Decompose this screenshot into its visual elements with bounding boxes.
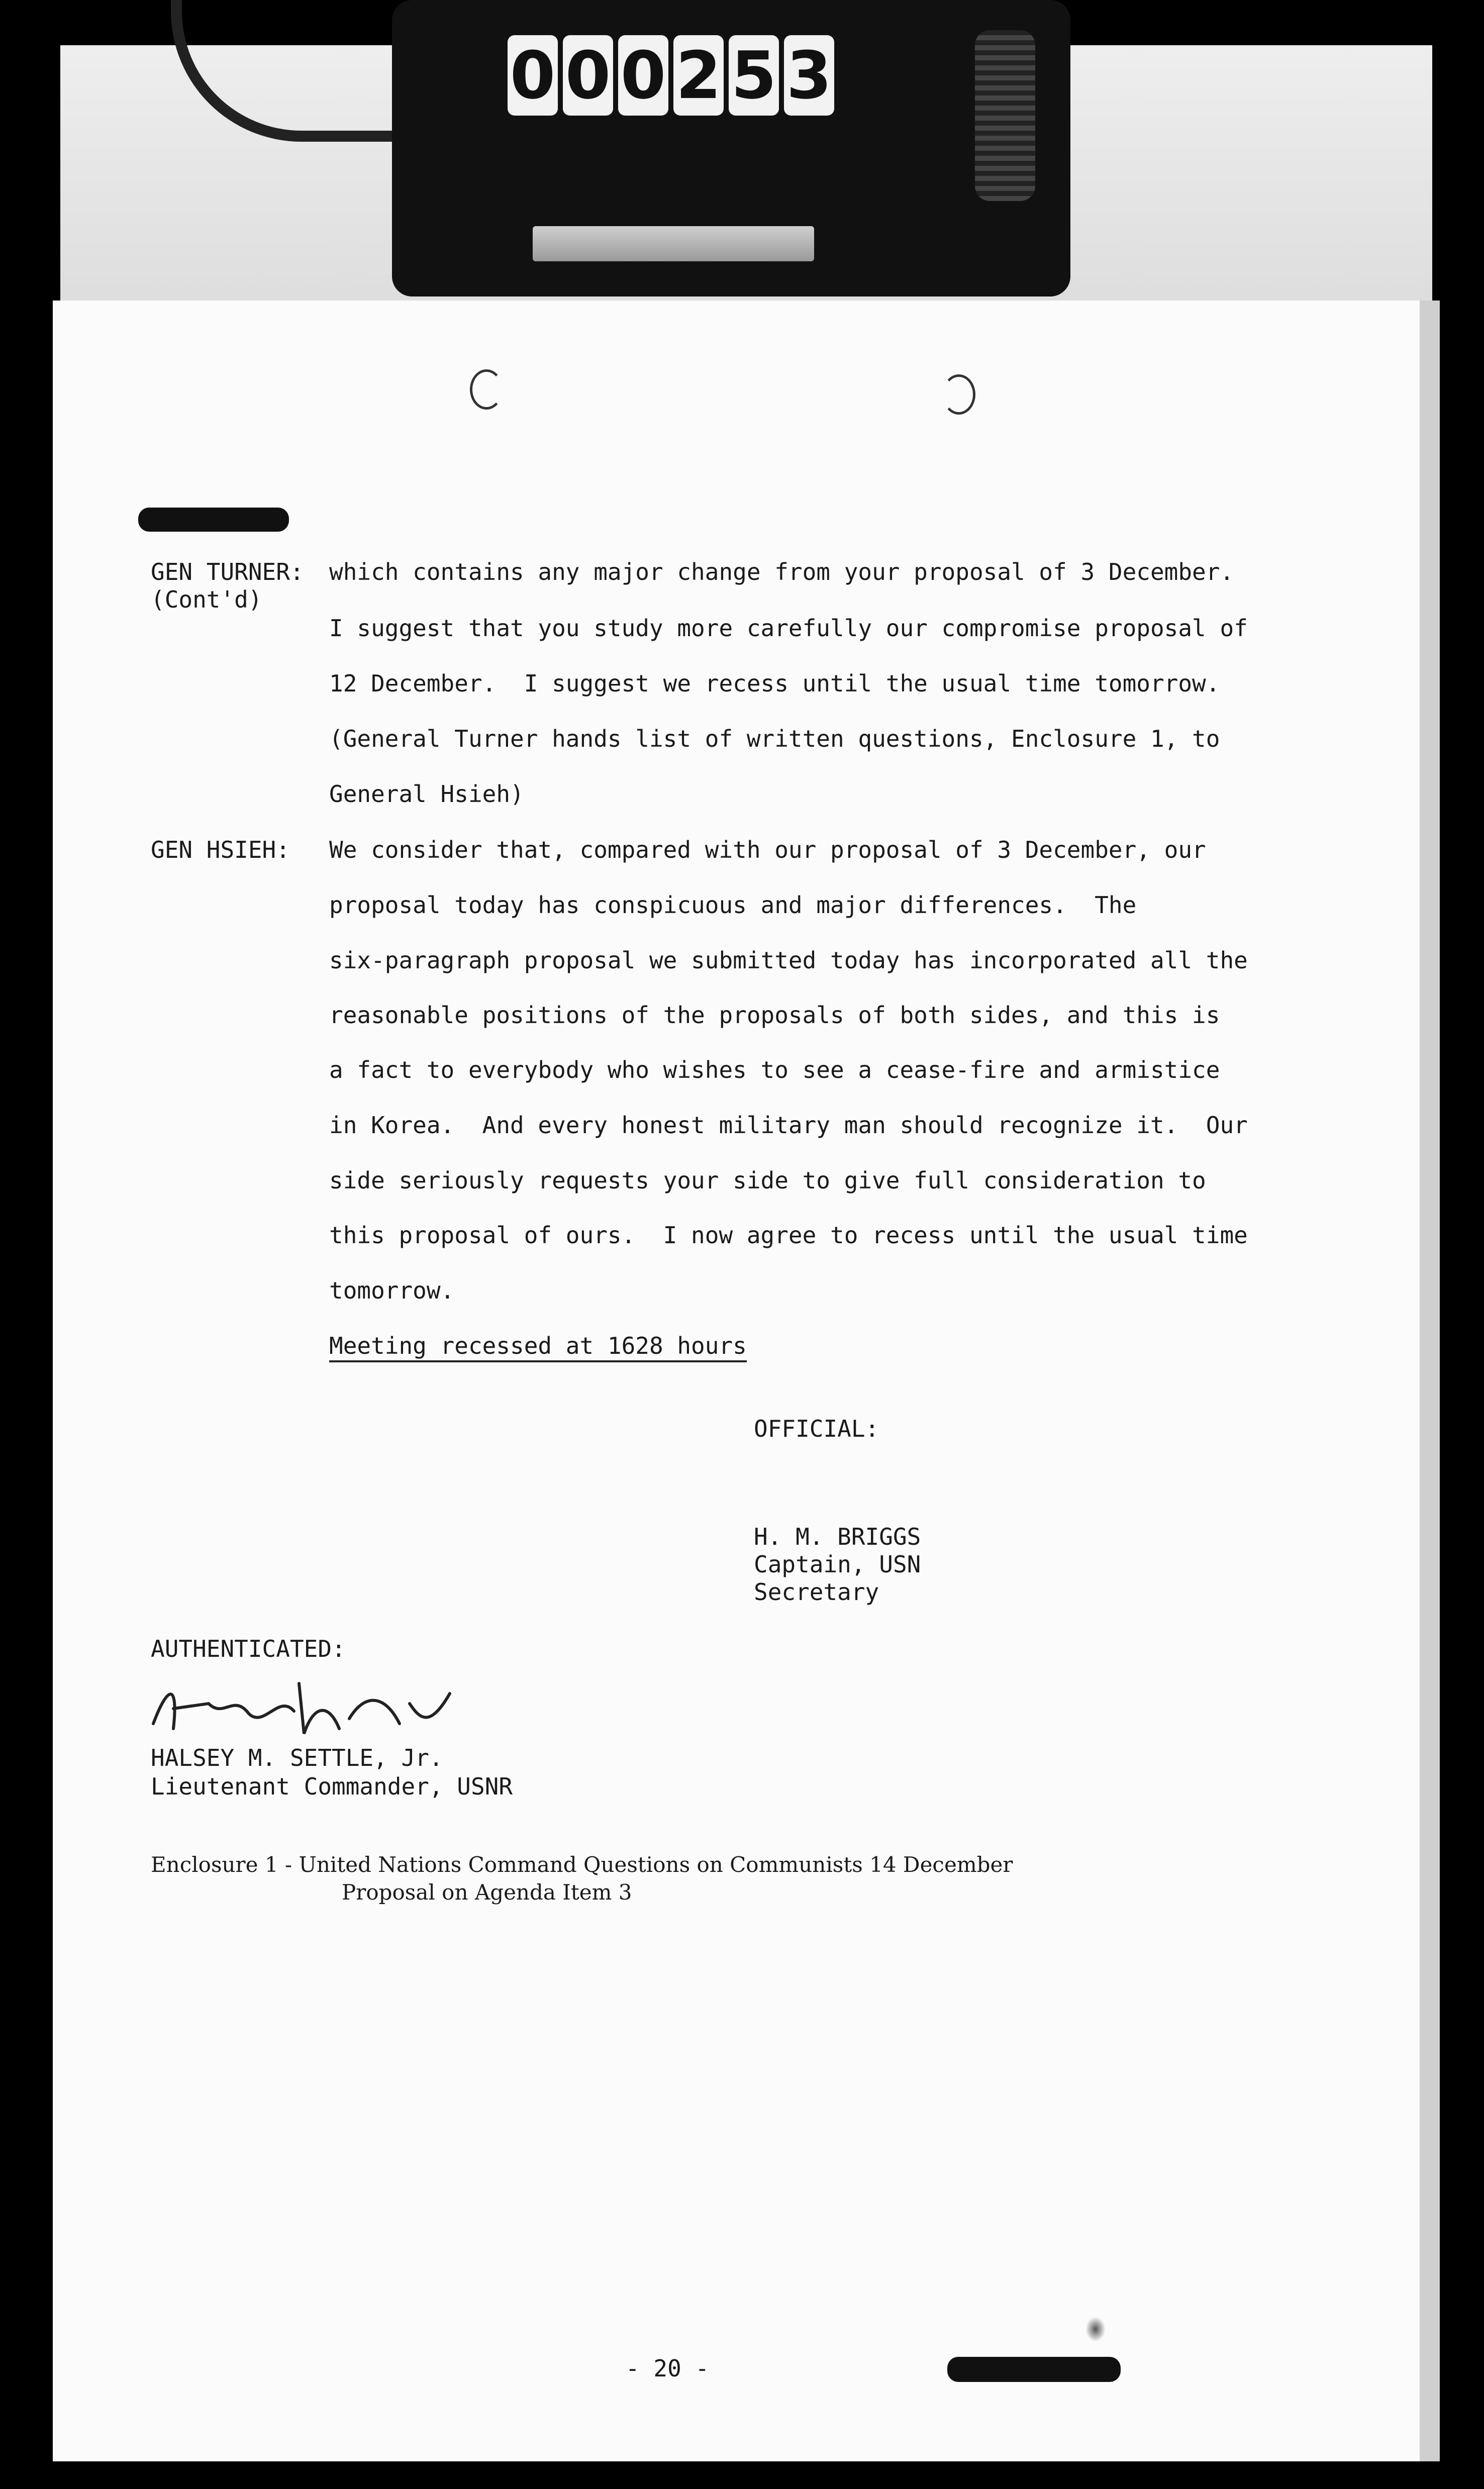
transcript-line: I suggest that you study more carefully our compromise proposal of (329, 615, 1248, 642)
punch-hole (942, 374, 975, 415)
transcript-line: General Hsieh) (329, 780, 524, 808)
counter-digit: 0 (618, 35, 668, 116)
transcript-line: which contains any major change from your proposal of 3 December. (329, 558, 1234, 585)
speaker-label-turner: GEN TURNER: (151, 558, 304, 585)
page-edge-shadow (1420, 301, 1440, 2461)
speaker-continued-note: (Cont'd) (151, 586, 262, 613)
transcript-line: (General Turner hands list of written questions, Enclosure 1, to (329, 725, 1220, 752)
handwritten-signature (148, 1673, 460, 1744)
transcript-line: reasonable positions of the proposals of both sides, and this is (329, 1002, 1220, 1029)
redaction-mark (947, 2357, 1121, 2382)
transcript-line: We consider that, compared with our proposal of 3 December, our (329, 836, 1206, 863)
authenticated-heading: AUTHENTICATED: (151, 1635, 346, 1662)
transcript-line: proposal today has conspicuous and major differences. The (329, 891, 1137, 919)
transcript-line: this proposal of ours. I now agree to recess until the usual time (329, 1222, 1248, 1249)
transcript-line: side seriously requests your side to give full consideration to (329, 1167, 1206, 1194)
authenticated-name: HALSEY M. SETTLE, Jr. (151, 1744, 443, 1771)
transcript-line: a fact to everybody who wishes to see a cease-fire and armistice (329, 1056, 1220, 1083)
counter-digit: 0 (508, 35, 558, 116)
recess-note: Meeting recessed at 1628 hours (329, 1334, 747, 1362)
film-speck (1085, 2317, 1106, 2342)
transcript-line: 12 December. I suggest we recess until the usual time tomorrow. (329, 670, 1220, 697)
official-title: Secretary (754, 1578, 879, 1606)
transcript-line: tomorrow. (329, 1277, 455, 1304)
enclosure-line: Enclosure 1 - United Nations Command Questions on Communists 14 December (151, 1852, 1013, 1877)
official-heading: OFFICIAL: (754, 1415, 879, 1442)
speaker-label-hsieh: GEN HSIEH: (151, 836, 290, 863)
counter-knob (975, 30, 1035, 201)
punch-hole (470, 369, 503, 410)
frame-counter-display (508, 35, 849, 116)
counter-digit: 5 (729, 35, 779, 116)
counter-digit: 2 (673, 35, 724, 116)
counter-digit: 0 (563, 35, 613, 116)
transcript-line: in Korea. And every honest military man should recognize it. Our (329, 1112, 1248, 1139)
redaction-mark (138, 508, 289, 532)
official-rank: Captain, USN (754, 1551, 921, 1578)
page-number: - 20 - (626, 2355, 710, 2382)
authenticated-rank: Lieutenant Commander, USNR (151, 1773, 513, 1800)
transcript-line: six-paragraph proposal we submitted today has incorporated all the (329, 947, 1248, 974)
official-name: H. M. BRIGGS (754, 1523, 921, 1550)
counter-digit: 3 (784, 35, 834, 116)
counter-plate (533, 226, 814, 261)
enclosure-line: Proposal on Agenda Item 3 (342, 1880, 632, 1905)
